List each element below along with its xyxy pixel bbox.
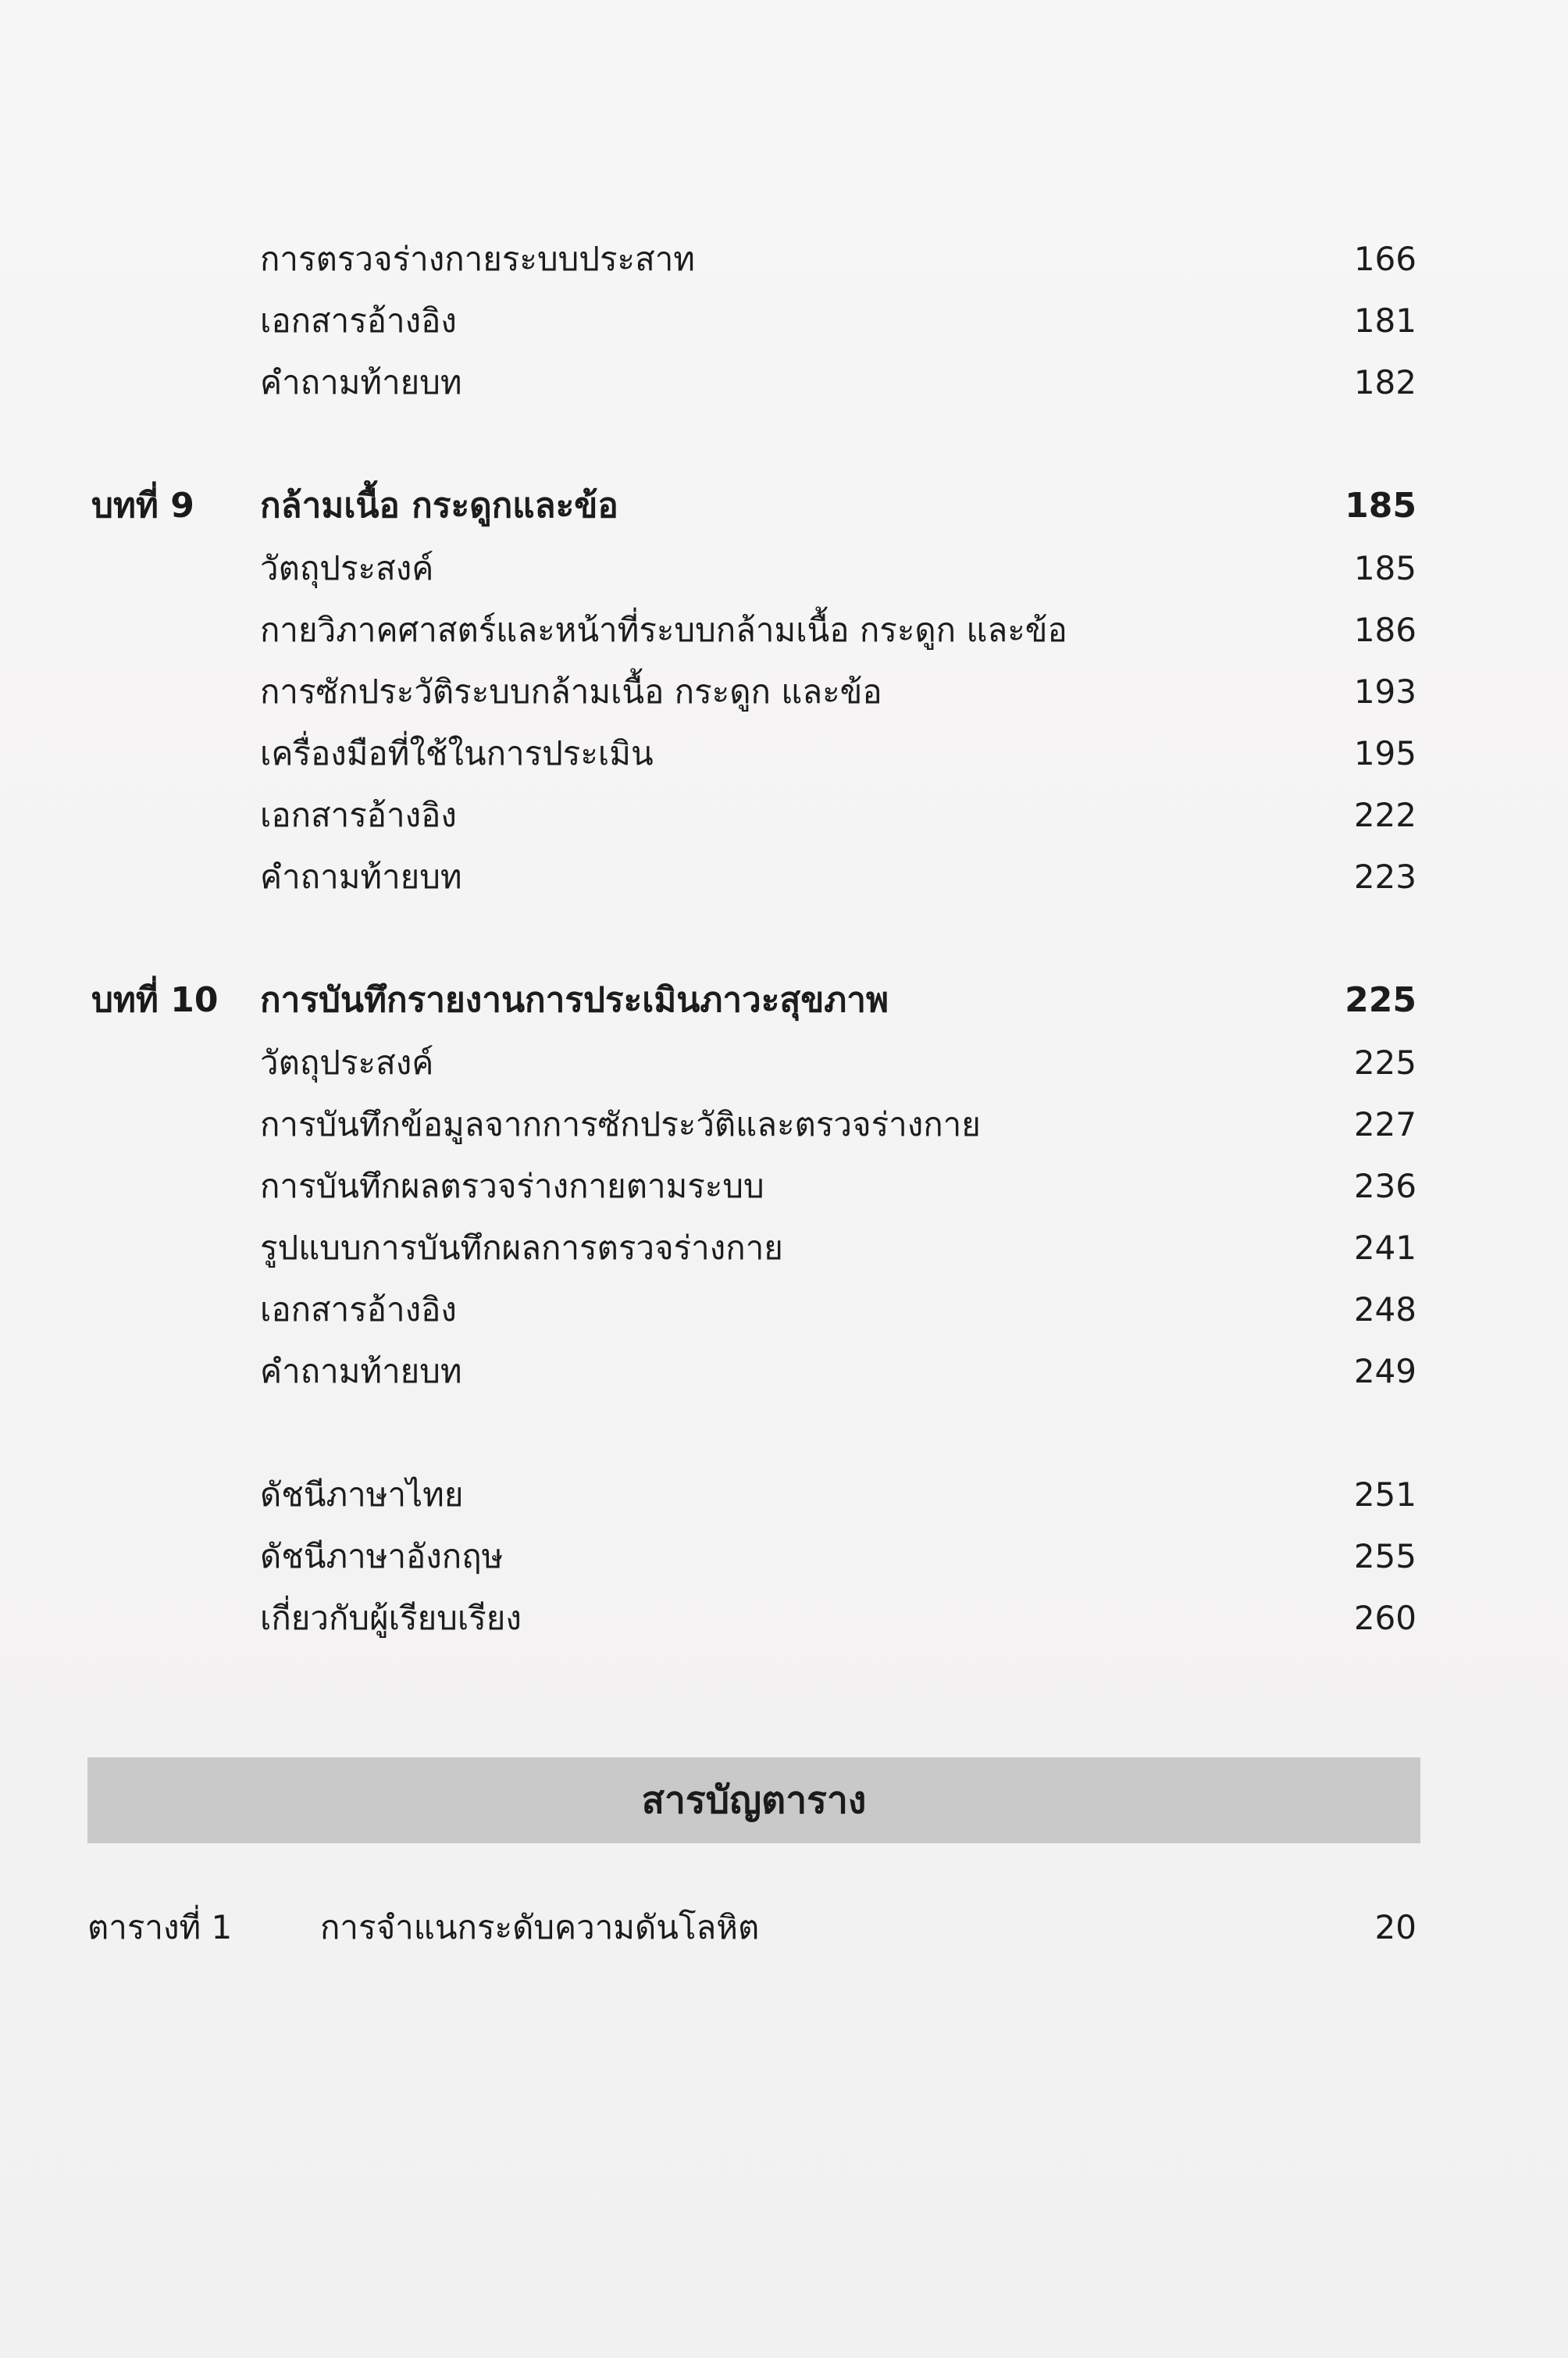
- section-banner-tables: [87, 1757, 1420, 1843]
- toc-entry-page: 249: [1353, 1352, 1417, 1390]
- toc-entry-title: การบันทึกผลตรวจร่างกายตามระบบ: [260, 1167, 764, 1205]
- toc-entry-page: 227: [1353, 1105, 1417, 1143]
- toc-entry-page: 255: [1353, 1537, 1417, 1575]
- toc-entry: [0, 293, 1568, 349]
- toc-entry-title: เอกสารอ้างอิง: [260, 1290, 457, 1329]
- toc-entry-page: 223: [1353, 858, 1417, 896]
- toc-entry-title: วัตถุประสงค์: [260, 549, 434, 587]
- toc-entry: [0, 231, 1568, 287]
- toc-entry-page: 166: [1353, 240, 1417, 278]
- chapter-heading-10: [0, 972, 1568, 1029]
- toc-entry-page: 251: [1353, 1475, 1417, 1514]
- toc-entry: [0, 1467, 1568, 1523]
- chapter-title: กล้ามเนื้อ กระดูกและข้อ: [260, 486, 618, 526]
- toc-entry-title: คำถามท้ายบท: [260, 858, 462, 896]
- toc-entry-title: เอกสารอ้างอิง: [260, 301, 457, 340]
- toc-entry-page: 193: [1353, 672, 1417, 711]
- toc-entry: [0, 1220, 1568, 1276]
- toc-entry-title: ดัชนีภาษาอังกฤษ: [260, 1537, 504, 1575]
- toc-entry: [0, 1035, 1568, 1091]
- toc-entry-title: เครื่องมือที่ใช้ในการประเมิน: [260, 734, 654, 772]
- chapter-heading-9: [0, 478, 1568, 534]
- toc-entry: [0, 602, 1568, 658]
- toc-entry-title: คำถามท้ายบท: [260, 1352, 462, 1390]
- toc-entry-title: วัตถุประสงค์: [260, 1043, 434, 1082]
- toc-entry-title: เอกสารอ้างอิง: [260, 796, 457, 834]
- chapter-label: บทที่ 9: [91, 486, 194, 526]
- toc-entry: [0, 355, 1568, 411]
- table-page: 20: [1374, 1908, 1417, 1946]
- toc-entry: [0, 726, 1568, 782]
- toc-entry-title: คำถามท้ายบท: [260, 363, 462, 401]
- toc-entry-page: 222: [1353, 796, 1417, 834]
- section-title: สารบัญตาราง: [641, 1778, 867, 1822]
- toc-entry-page: 186: [1353, 611, 1417, 649]
- toc-entry-page: 182: [1353, 363, 1417, 401]
- toc-entry-page: 225: [1353, 1043, 1417, 1082]
- toc-entry: [0, 1097, 1568, 1153]
- toc-entry-page: 248: [1353, 1290, 1417, 1329]
- toc-entry-page: 181: [1353, 301, 1417, 340]
- chapter-label: บทที่ 10: [91, 980, 219, 1020]
- toc-entry-page: 236: [1353, 1167, 1417, 1205]
- toc-entry: [0, 1282, 1568, 1338]
- toc-entry: [0, 664, 1568, 720]
- chapter-page: 185: [1345, 486, 1417, 526]
- toc-entry-title: การซักประวัติระบบกล้ามเนื้อ กระดูก และข้อ: [260, 672, 882, 711]
- toc-entry-page: 241: [1353, 1229, 1417, 1267]
- toc-entry: [0, 1590, 1568, 1646]
- toc-entry: [0, 540, 1568, 597]
- table-number: ตารางที่ 1: [87, 1908, 233, 1946]
- chapter-title: การบันทึกรายงานการประเมินภาวะสุขภาพ: [260, 980, 889, 1020]
- toc-entry-page: 195: [1353, 734, 1417, 772]
- toc-entry-title: ดัชนีภาษาไทย: [260, 1475, 464, 1514]
- table-title: การจำแนกระดับความดันโลหิต: [320, 1908, 760, 1946]
- toc-entry: [0, 1158, 1568, 1215]
- toc-entry: [0, 1529, 1568, 1585]
- toc-entry-title: การบันทึกข้อมูลจากการซักประวัติและตรวจร่างกาย: [260, 1105, 981, 1143]
- toc-entry-title: กายวิภาคศาสตร์และหน้าที่ระบบกล้ามเนื้อ กระดูก และข้อ: [260, 611, 1067, 649]
- toc-entry: [0, 1343, 1568, 1400]
- toc-entry: [0, 787, 1568, 844]
- toc-entry-title: เกี่ยวกับผู้เรียบเรียง: [260, 1599, 522, 1637]
- toc-entry-page: 260: [1353, 1599, 1417, 1637]
- toc-entry-title: การตรวจร่างกายระบบประสาท: [260, 240, 695, 278]
- table-list-item: [0, 1900, 1568, 1956]
- chapter-page: 225: [1345, 980, 1417, 1020]
- toc-entry-title: รูปแบบการบันทึกผลการตรวจร่างกาย: [260, 1229, 783, 1267]
- toc-entry: [0, 849, 1568, 905]
- toc-entry-page: 185: [1353, 549, 1417, 587]
